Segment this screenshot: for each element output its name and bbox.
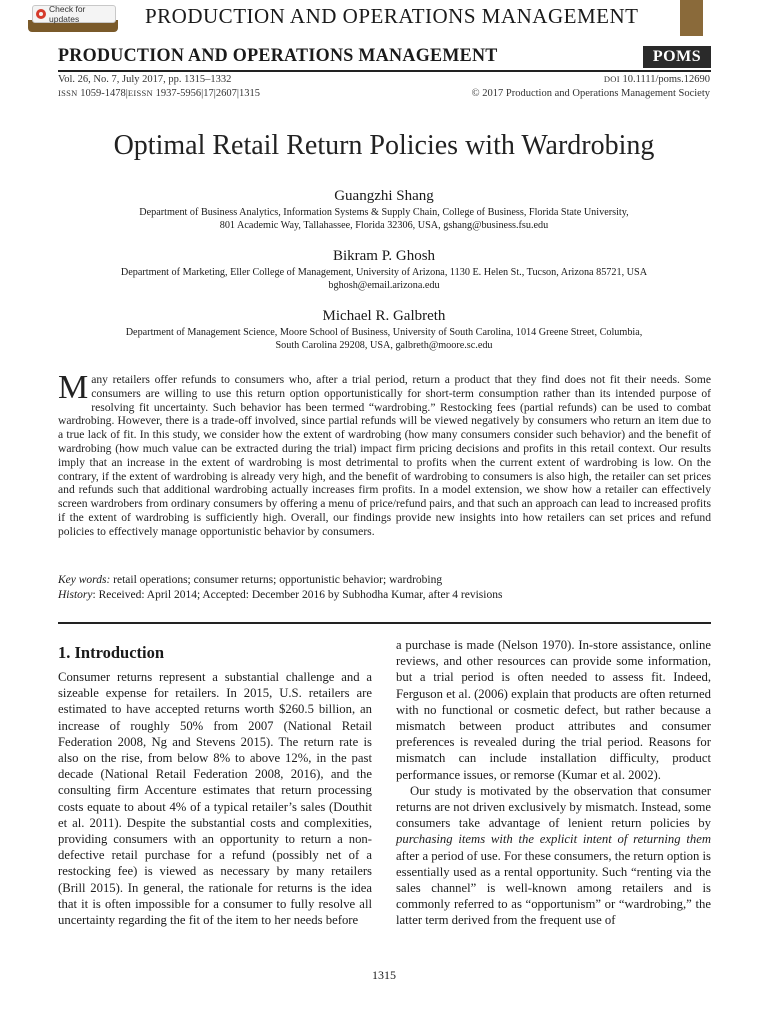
header-rule (58, 70, 711, 72)
history-value: : Received: April 2014; Accepted: December 2016 by Subhodha Kumar, after 4 revisions (92, 589, 503, 601)
affiliation-line: 801 Academic Way, Tallahassee, Florida 32306, USA, gshang@business.fsu.edu (219, 219, 549, 231)
copyright-line: © 2017 Production and Operations Management Society (471, 88, 710, 99)
running-journal-title: PRODUCTION AND OPERATIONS MANAGEMENT (145, 4, 639, 28)
affiliation-line: bghosh@email.arizona.edu (328, 279, 440, 291)
volume-line: Vol. 26, No. 7, July 2017, pp. 1315–1332 (58, 74, 232, 85)
affiliation-line: South Carolina 29208, USA, galbreth@moore.sc.edu (275, 339, 493, 351)
doi-label: DOI (603, 74, 620, 84)
history-line (58, 589, 502, 601)
author-name: Guangzhi Shang (334, 188, 434, 204)
poms-logo: POMS (643, 46, 711, 68)
right-column (396, 637, 711, 929)
paper-title: Optimal Retail Return Policies with Wardrobing (113, 130, 655, 161)
check-updates-label: Check for updates (49, 4, 86, 24)
emphasis-text: purchasing items with the explicit intent of returning them (396, 832, 711, 847)
left-column (58, 669, 372, 928)
page-number: 1315 (372, 968, 396, 982)
doi-line (604, 74, 710, 85)
eissn-label: EISSN (127, 88, 153, 98)
section-heading: 1. Introduction (58, 643, 165, 662)
paragraph: Consumer returns represent a substantial challenge and a sizeable expense for retailers. In 2015, U.S. retailers are estimated to have accepted returns worth $260.5 billion, an increase of roughly 50% from 2007 (National Retail Federation 2008, Ng and Stevens 2015). The return rate is also on the rise, from below 8% to above 12%, in the past decade (National Retail Federation 2008, 2016), and the consulting firm Accenture estimates that return processing costs equate to about 4% of a typical retailer’s sales (Douthit et al. 2011). Despite the substantial costs and complexities, providing consumers with an opportunity to return a non-defective retail purchase for a refund (possibly net of a restocking fee) is viewed as necessary by many retailers (Brill 2015). In general, the rationale for returns is the idea that it is often impossible for a consumer to fully resolve all uncertainty regarding the fit of the item to her needs before (58, 670, 372, 928)
keywords-value: retail operations; consumer returns; opportunistic behavior; wardrobing (113, 574, 443, 586)
issn-suffix: 17 (203, 88, 214, 99)
crossmark-icon (36, 9, 46, 19)
issn-label: ISSN (58, 88, 78, 98)
author-affiliation (60, 327, 708, 352)
doi-link[interactable]: 10.1111/poms.12690 (622, 74, 710, 85)
brown-accent-bar (680, 0, 703, 36)
affiliation-line: Department of Marketing, Eller College of Management, University of Arizona, 1130 E. Helen St., Tucson, Arizona 85721, USA (120, 267, 648, 278)
paragraph (396, 783, 711, 929)
author-affiliation (60, 267, 708, 292)
issn-separator: | (125, 88, 128, 99)
author-name: Michael R. Galbreth (322, 308, 446, 324)
issn-suffix-3: 1315 (238, 88, 260, 99)
history-label: History (58, 589, 93, 601)
issn-line: ISSN 1059-1478|EISSN 1937-5956|17|2607|1315 (58, 88, 260, 99)
abstract-drop-cap: M (58, 369, 89, 406)
abstract-text: any retailers offer refunds to consumers who, after a trial period, return a product that they find does not fit their needs. Some consumers are willing to use this return option opportunistically for short-term consumption rather than its intended purpose of resolving fit uncertainty. Such behavior has been termed “wardrobing.” Restocking fees (partial refunds) can be used to combat wardrobing. However, there is a trade-off involved, since partial refunds will be viewed negatively by consumers who return an item due to a true lack of fit. In this study, we consider how the extent of wardrobing (how many consumers consider such behavior) and the benefit of wardrobing (how much value can be extracted during the trial) impact firm pricing decisions and profits in this retail context. Our results imply that an increase in the extent of wardrobing is most detrimental to profits when the current extent of wardrobing is low. On the contrary, if the extent of wardrobing is already very high, and the benefit of wardrobing to consumers is also high, the retailer can set prices and refunds such that additional wardrobing actually increases firm profits. In a model extension, we show how a retailer can effectively screen wardrobers from ordinary consumers by offering a menu of price/refund pairs, and that such an approach can lead to increased profits if the extent of wardrobing is sufficiently high. Overall, our findings provide new insights into how retailers can set prices and refund policies to effectively manage opportunistic behavior by consumers. (58, 373, 711, 538)
abstract (58, 369, 711, 539)
affiliation-line: Department of Management Science, Moore School of Business, University of South Carolina, 1014 Greene Street, Columbia, (125, 327, 643, 338)
paragraph-text: after a period of use. For these consumers, the return option is essentially used as a rental opportunity. Such “renting via the sales channel” is well-known among retailers and is commonly referred to as “opportunism” or “wardrobing,” the latter term derived from the frequent use of (396, 848, 711, 928)
keywords-line (58, 574, 442, 586)
paragraph-text: Our study is motivated by the observation that consumer returns are not driven exclusively by mismatch. Instead, some consumers take advantage of lenient return policies by (396, 783, 711, 831)
check-for-updates-button[interactable] (32, 5, 116, 23)
body-rule (58, 622, 711, 624)
paragraph: a purchase is made (Nelson 1970). In-store assistance, online reviews, and other resources can provide some information, but a trial period is often needed to assess fit. Indeed, Ferguson et al. (2006) explain that products are often returned with no functional or cosmetic defect, but rather because a mismatch between product attributes and consumer preferences is revealed during the trial period. Reasons for mismatch can include installation difficulty, product performance issues, or remorse (Kumar et al. 2002). (396, 638, 711, 782)
issn-suffix-2: 2607 (215, 88, 237, 99)
affiliation-line: Department of Business Analytics, Information Systems & Supply Chain, College of Business, Florida State University, (139, 207, 629, 218)
journal-name: PRODUCTION AND OPERATIONS MANAGEMENT (58, 45, 498, 66)
author-name: Bikram P. Ghosh (332, 248, 436, 264)
author-affiliation (60, 207, 708, 232)
issn-value: 1059-1478 (80, 88, 126, 99)
keywords-label: Key words: (58, 574, 111, 586)
eissn-value: 1937-5956 (155, 88, 202, 99)
